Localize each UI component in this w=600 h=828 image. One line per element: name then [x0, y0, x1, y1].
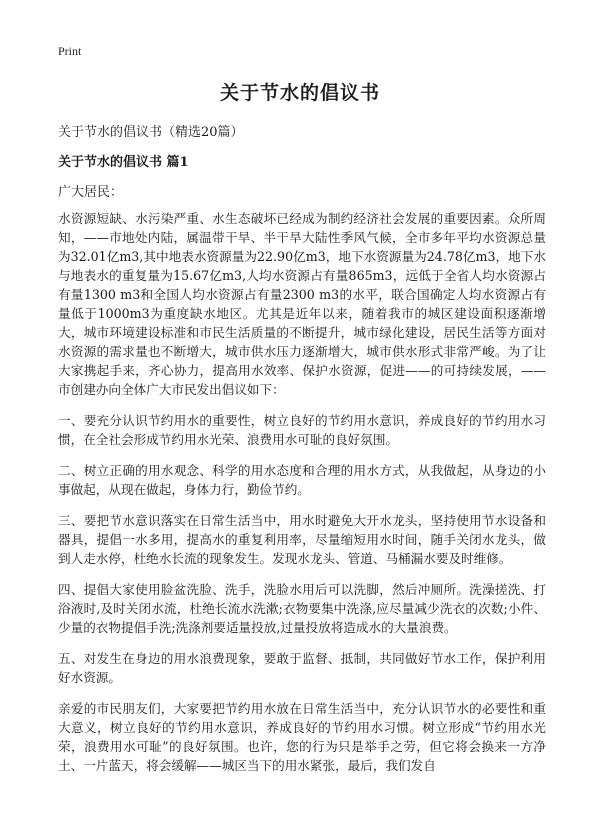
paragraph-item-3: 三、要把节水意识落实在日常生活当中，用水时避免大开水龙头，坚持使用节水设备和器具，提倡一水多用，提高水的重复利用率，尽量缩短用水时间，随手关闭水龙头，做到人走水停，杜绝水长流的现象发生。发现水龙头、管道、马桶漏水要及时维修。: [58, 513, 546, 566]
paragraph-item-1: 一、要充分认识节约用水的重要性，树立良好的节约用水意识，养成良好的节约用水习惯，在全社会形成节约用水光荣、浪费用水可耻的良好氛围。: [58, 413, 546, 447]
document-subtitle: 关于节水的倡议书（精选20篇）: [58, 125, 244, 140]
paragraph-closing: 亲爱的市民朋友们，大家要把节约用水放在日常生活当中，充分认识节水的必要性和重大意义，树立良好的节约用水意识，养成良好的节约用水习惯。树立形成“节约用水光荣，浪费用水可耻”的良好氛围。也许，您的行为只是举手之劳，但它将会换来一方净土、一片蓝天，将会缓解——城区当下的用水紧张，最后，我们发自: [58, 701, 546, 773]
paragraph-intro: 水资源短缺、水污染严重、水生态破坏已经成为制约经济社会发展的重要因素。众所周知，——市地处内陆，属温带干旱、半干旱大陆性季风气候，全市多年平均水资源总量为32.01亿m3,其中地表水资源量为22.90亿m3，地下水资源量为24.78亿m3，地下水与地表水的重复量为15.67亿m3,人均水资源占有量865m3，远低于全省人均水资源占有量1300 m3和全国人均水资源占有量2300 m3的水平，联合国确定人均水资源占有量低于1000m3为重度缺水地区。尤其是近年以来，随着我市的城区建设面积逐渐增大，城市环境建设标准和市民生活质量的不断提升，城市绿化建设，居民生活等方面对水资源的需求量也不断增大，城市供水压力逐渐增大，城市供水形式非常严峻。为了让大家携起手来，齐心协力，提高用水效率、保护水资源，促进——的可持续发展，——市创建办向全体广大市民发出倡议如下：: [58, 211, 546, 397]
document-body: [58, 209, 546, 787]
paragraph-item-2: 二、树立正确的用水观念、科学的用水态度和合理的用水方式，从我做起，从身边的小事做起，从现在做起，身体力行，勤俭节约。: [58, 463, 546, 497]
salutation: 广大居民：: [58, 185, 124, 200]
print-link[interactable]: Print: [58, 44, 82, 58]
page-title: 关于节水的倡议书: [219, 82, 380, 104]
section-heading: 关于节水的倡议书 篇1: [58, 155, 189, 170]
paragraph-item-4: 四、提倡大家使用脸盆洗脸、洗手，洗脸水用后可以洗脚，然后冲厕所。洗澡搓洗、打浴液时,及时关闭水流，杜绝长流水洗漱;衣物要集中洗涤,应尽量减少洗衣的次数;小件、少量的衣物提倡手洗;洗涤剂要适量投放,过量投放将造成水的大量浪费。: [58, 582, 546, 635]
paragraph-item-5: 五、对发生在身边的用水浪费现象，要敢于监督、抵制，共同做好节水工作，保护利用好水资源。: [58, 651, 546, 685]
